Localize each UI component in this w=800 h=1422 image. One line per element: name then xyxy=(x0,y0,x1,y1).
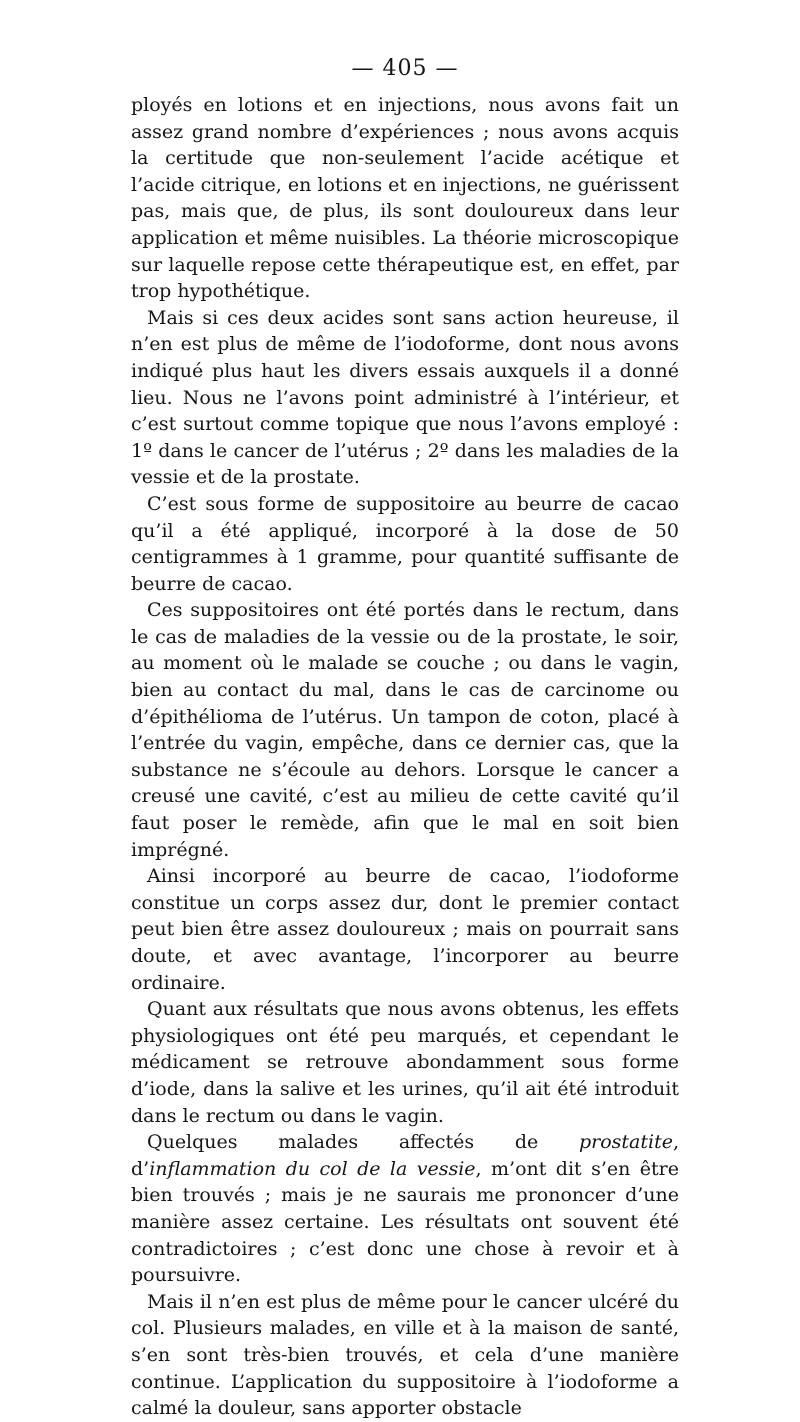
paragraph-7-start: Quelques malades affectés de xyxy=(147,1131,579,1154)
paragraph-4: Ces suppositoires ont été portés dans le rectum, dans le cas de maladies de la vessie ou de la prostate, le soir, au moment où le malade se couche ; ou dans le vagin, bien au contact du mal, dans le cas de carcinome ou d’épithélioma de l’utérus. Un tampon de coton, placé à l’entrée du vagin, empêche, dans ce dernier cas, que la substance ne s’écoule au dehors. Lorsque le cancer a creusé une cavité, c’est au milieu de cette cavité qu’il faut poser le remède, afin que le mal en soit bien imprégné. xyxy=(131,599,679,861)
paragraph-6: Quant aux résultats que nous avons obtenus, les effets physiologiques ont été peu marqués, et cependant le médicament se retrouve abondamment sous forme d’iode, dans la salive et les urines, qu’il ait été introduit dans le rectum ou dans le vagin. xyxy=(131,998,679,1127)
page-number: — 405 — xyxy=(351,56,459,81)
paragraph-3: C’est sous forme de suppositoire au beurre de cacao qu’il a été appliqué, incorporé à la dose de 50 centigrammes à 1 gramme, pour quantité suffisante de beurre de cacao. xyxy=(131,492,679,595)
paragraph-1: ployés en lotions et en injections, nous avons fait un assez grand nombre d’expériences ; nous avons acquis la certitude que non-seulement l’acide acétique et l’acide citrique, en lotions et en injections, ne guérissent pas, mais que, de plus, ils sont douloureux dans leur application et même nuisibles. La théorie microscopique sur laquelle repose cette thérapeutique est, en effet, par trop hypothétique. xyxy=(131,94,679,303)
document-page xyxy=(131,54,679,1422)
paragraph-7 xyxy=(131,1129,679,1289)
paragraph-5: Ainsi incorporé au beurre de cacao, l’iodoforme constitue un corps assez dur, dont le premier contact peut bien être assez douloureux ; mais on pourrait sans doute, et avec avantage, l’incorporer au beurre ordinaire. xyxy=(131,865,679,994)
paragraph-8: Mais il n’en est plus de même pour le cancer ulcéré du col. Plusieurs malades, en ville et à la maison de santé, s’en sont très-bien trouvés, et cela d’une manière continue. L’application du suppositoire à l’iodoforme a calmé la douleur, sans apporter obstacle xyxy=(131,1290,679,1420)
term-prostatite: prostatite xyxy=(578,1131,673,1154)
paragraph-7-end: , m’ont dit s’en être bien trouvés ; mais je ne saurais me prononcer d’une manière assez certaine. Les résultats ont souvent été contradictoires ; c’est donc une chose à revoir et à poursuivre. xyxy=(131,1157,679,1287)
term-inflammation: inflammation du col de la vessie xyxy=(149,1157,476,1180)
paragraph-7-mid: , d’ xyxy=(131,1131,679,1180)
paragraph-2: Mais si ces deux acides sont sans action heureuse, il n’en est plus de même de l’iodoforme, dont nous avons indiqué plus haut les divers essais auxquels il a donné lieu. Nous ne l’avons point administré à l’intérieur, et c’est surtout comme topique que nous l’avons employé : 1º dans le cancer de l’utérus ; 2º dans les maladies de la vessie et de la prostate. xyxy=(131,306,679,489)
